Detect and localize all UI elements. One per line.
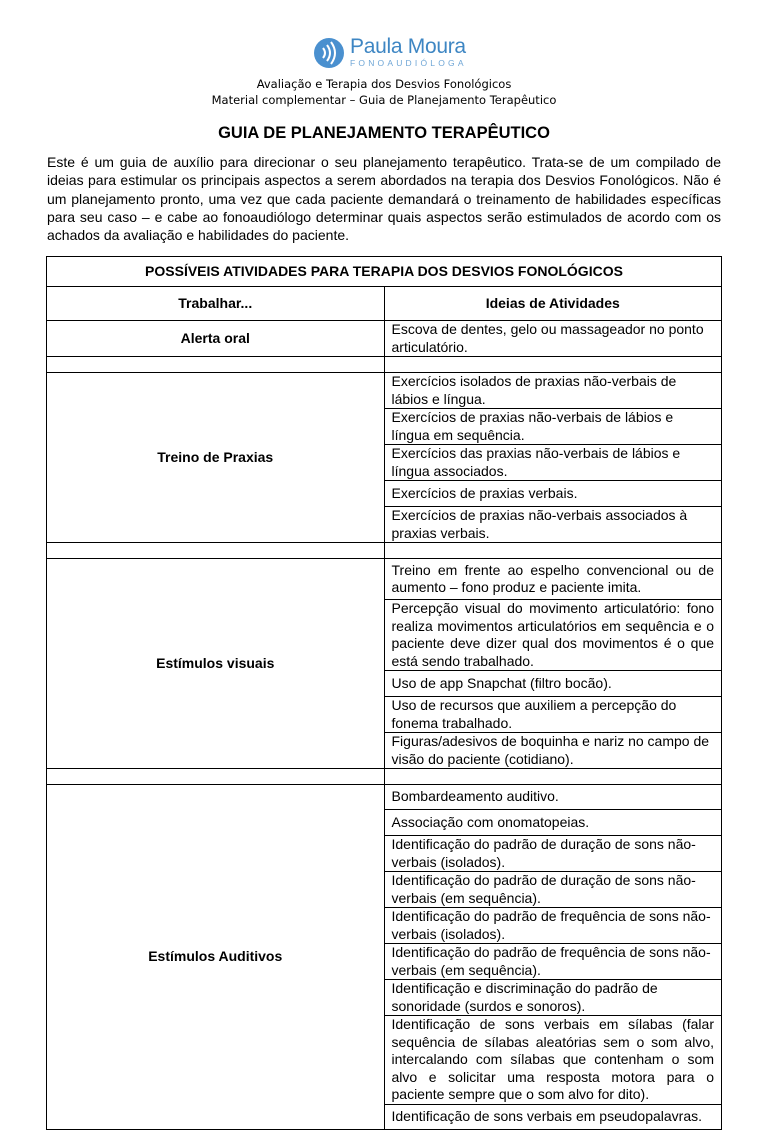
activity-item: Figuras/adesivos de boquinha e nariz no campo de visão do paciente (cotidiano).	[384, 733, 722, 769]
group-label-estimulos-auditivos: Estímulos Auditivos	[47, 785, 385, 1130]
activity-item: Identificação do padrão de duração de sons não-verbais (em sequência).	[384, 872, 722, 908]
table-row	[47, 785, 722, 810]
activity-item: Identificação de sons verbais em pseudopalavras.	[384, 1104, 722, 1129]
activity-item: Uso de app Snapchat (filtro bocão).	[384, 671, 722, 697]
activity-item: Identificação do padrão de frequência de sons não-verbais (isolados).	[384, 908, 722, 944]
logo-subname: FONOAUDIÓLOGA	[350, 58, 467, 68]
activity-item: Uso de recursos que auxiliem a percepção do fonema trabalhado.	[384, 697, 722, 733]
sound-wave-logo-icon	[312, 36, 346, 70]
activity-item: Escova de dentes, gelo ou massageador no ponto articulatório.	[384, 321, 722, 357]
table-row	[47, 321, 722, 357]
table-title: POSSÍVEIS ATIVIDADES PARA TERAPIA DOS DESVIOS FONOLÓGICOS	[47, 257, 722, 287]
table-row	[47, 559, 722, 600]
activity-item: Associação com onomatopeias.	[384, 810, 722, 836]
material-subtitle: Material complementar – Guia de Planejamento Terapêutico	[211, 93, 557, 107]
activity-item: Treino em frente ao espelho convencional ou de aumento – fono produz e paciente imita.	[384, 559, 722, 600]
column-header-work: Trabalhar...	[47, 287, 385, 321]
activity-item: Identificação do padrão de duração de sons não-verbais (isolados).	[384, 836, 722, 872]
activity-item: Percepção visual do movimento articulatório: fono realiza movimentos articulatórios em sequência e o paciente deve dizer qual dos movimentos é o que está sendo trabalhado.	[384, 600, 722, 671]
activity-item: Identificação do padrão de frequência de sons não-verbais (em sequência).	[384, 944, 722, 980]
table-header-row	[47, 287, 722, 321]
course-subtitle: Avaliação e Terapia dos Desvios Fonológicos	[256, 77, 512, 91]
logo-name: Paula Moura	[350, 35, 466, 58]
column-header-ideas: Ideias de Atividades	[384, 287, 722, 321]
activity-item: Exercícios isolados de praxias não-verbais de lábios e língua.	[384, 373, 722, 409]
table-title-row	[47, 257, 722, 287]
table-row	[47, 373, 722, 409]
activity-item: Exercícios de praxias não-verbais associados à praxias verbais.	[384, 507, 722, 543]
activity-item: Identificação e discriminação do padrão de sonoridade (surdos e sonoros).	[384, 980, 722, 1016]
intro-paragraph: Este é um guia de auxílio para direcionar o seu planejamento terapêutico. Trata-se de um compilado de ideias para estimular os principais aspectos a serem abordados na terapia dos Desvios Fonológicos. Não é um planejamento pronto, uma vez que cada paciente demandará o treinamento de habilidades específicas para seu caso – e cabe ao fonoaudiólogo determinar quais aspectos serão estimulados de acordo com os achados da avaliação e habilidades do paciente.	[47, 154, 721, 244]
page-title: GUIA DE PLANEJAMENTO TERAPÊUTICO	[218, 124, 550, 142]
activity-item: Exercícios das praxias não-verbais de lábios e língua associados.	[384, 445, 722, 481]
activity-item: Bombardeamento auditivo.	[384, 785, 722, 810]
activity-item: Exercícios de praxias não-verbais de lábios e língua em sequência.	[384, 409, 722, 445]
group-label-estimulos-visuais: Estímulos visuais	[47, 559, 385, 769]
group-label-alerta-oral: Alerta oral	[47, 321, 385, 357]
spacer-row	[47, 543, 722, 559]
activity-item: Exercícios de praxias verbais.	[384, 481, 722, 507]
spacer-row	[47, 357, 722, 373]
activities-table	[46, 256, 722, 1130]
group-label-treino-praxias: Treino de Praxias	[47, 373, 385, 543]
spacer-row	[47, 769, 722, 785]
activity-item: Identificação de sons verbais em sílabas (falar sequência de sílabas aleatórias sem o som alvo, intercalando com sílabas que contenham o som alvo e solicitar uma resposta motora para o paciente sempre que o som alvo for dito).	[384, 1016, 722, 1105]
logo	[312, 36, 467, 70]
